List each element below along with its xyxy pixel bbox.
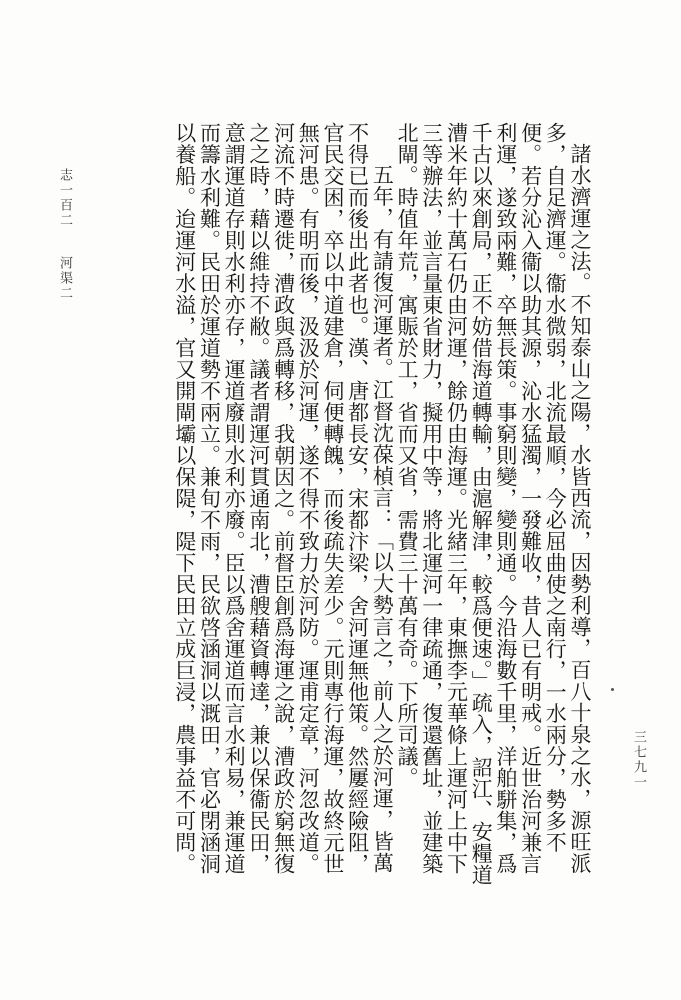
paragraph-continued: 諸水濟運之法。不知泰山之陽，水皆西流，因勢利導，百八十泉之水，源旺派多，自足濟運。衞水微弱，北流最順，今必屈曲使之南行，一水兩分，勢多不便。若分沁入衞以助其源，沁水猛濁，一發難收，昔人已有明戒。近世治河兼言利運，遂致兩難，卒無長策。事窮則變，變則通。今沿海數千里，洋舶駢集，爲千古以來創局，正不妨借海道轉輸，由滬解津，較爲便速。」疏入，詔江、安糧道漕米年約十萬石仍由河運，餘仍由海運。光緒三年，東撫李元華條上運河上中下三等辦法，並言量東省財力，擬用中等，將北運河一律疏通，復還舊址，並建築北閘。時值年荒，寓賑於工，省而又省，需費三十萬有奇。下所司議。: [395, 122, 592, 886]
body-text: [98, 122, 592, 892]
chapter-label: 河渠二: [57, 256, 72, 301]
running-header: [56, 168, 72, 301]
page-number: 三七九一: [631, 730, 646, 790]
paragraph-wunian: 五年，有請復河運者。江督沈葆楨言：「以大勢言之，前人之於河運，皆萬不得已而後出此者也。漢、唐都長安，宋都汴梁，舍河運無他策。然屢經險阻，官民交困，卒以中道建倉，伺便轉餽，而後疏失差少。元則專行海運，故終元世無河患。有明而後，汲汲於河運，遂不得不致力於河防。運甫定章，河忽改道。河流不時遷徙，漕政與爲轉移，我朝因之。前督臣創爲海運之說，漕政於窮無復之之時，藉以維持不敝。議者謂運河貫通南北，漕艘藉資轉達，兼以保衞民田，意謂運道存則水利亦存，運道廢則水利亦廢。臣以爲舍運道而言水利易，兼運道而籌水利難。民田於運道勢不兩立。兼旬不雨，民欲啓涵洞以溉田，官必閉涵洞以養船。迨運河水溢，官又開閘壩以保隄，隄下民田立成巨浸，農事益不可問。: [172, 122, 395, 875]
scan-speck: [611, 688, 614, 691]
volume-label: 志一百二: [57, 168, 72, 228]
